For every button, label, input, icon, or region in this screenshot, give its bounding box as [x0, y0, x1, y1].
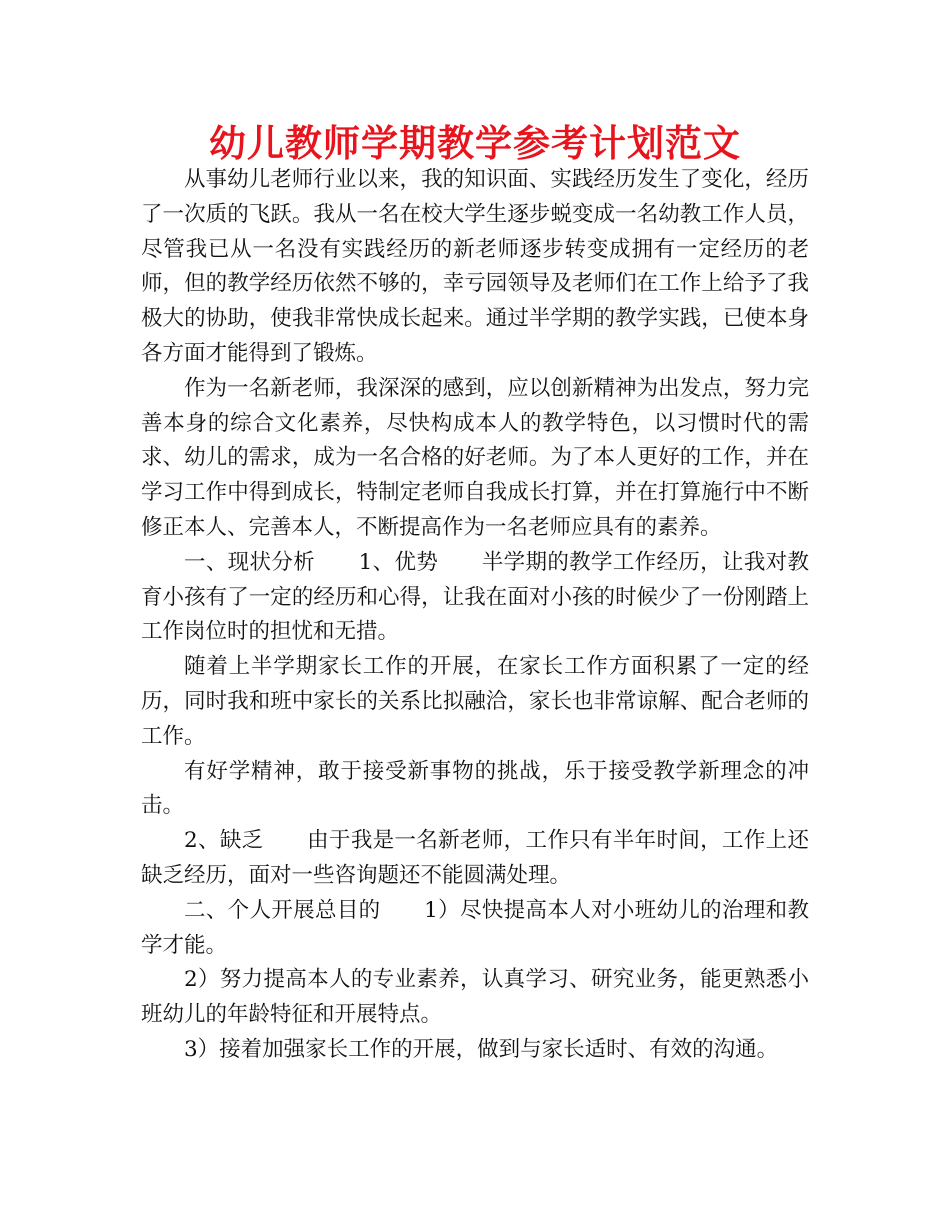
paragraph-parent-work: 随着上半学期家长工作的开展，在家长工作方面积累了一定的经历，同时我和班中家长的关系比拟融洽，家长也非常谅解、配合老师的工作。 — [141, 654, 809, 749]
paragraph-status-strengths: 一、现状分析 1、优势 半学期的教学工作经历，让我对教育小孩有了一定的经历和心得，让我在面对小孩的时候少了一份刚踏上工作岗位时的担忧和无措。 — [141, 549, 809, 645]
paragraph-goal-3: 3）接着加强家长工作的开展，做到与家长适时、有效的沟通。 — [184, 1036, 779, 1062]
paragraph-goal-1: 二、个人开展总目的 1）尽快提高本人对小班幼儿的治理和教学才能。 — [141, 897, 809, 958]
paragraph-learning-spirit: 有好学精神，敢于接受新事物的挑战，乐于接受教学新理念的冲击。 — [141, 758, 809, 819]
paragraph-new-teacher: 作为一名新老师，我深深的感到，应以创新精神为出发点，努力完善本身的综合文化素养，尽快构成本人的教学特色，以习惯时代的需求、幼儿的需求，成为一名合格的好老师。为了本人更好的工作，并在学习工作中得到成长，特制定老师自我成长打算，并在打算施行中不断修正本人、完善本人，不断提高作为一名老师应具有的素养。 — [141, 375, 809, 540]
document-body — [141, 163, 809, 1068]
paragraph-shortcomings: 2、缺乏 由于我是一名新老师，工作只有半年时间，工作上还缺乏经历，面对一些咨询题还不能圆满处理。 — [141, 828, 809, 888]
paragraph-intro: 从事幼儿老师行业以来，我的知识面、实践经历发生了变化，经历了一次质的飞跃。我从一名在校大学生逐步蜕变成一名幼教工作人员，尽管我已从一名没有实践经历的新老师逐步转变成拥有一定经历的老师，但的教学经历依然不够的，幸亏园领导及老师们在工作上给予了我极大的协助，使我非常快成长起来。通过半学期的教学实践，已使本身各方面才能得到了锻炼。 — [141, 167, 809, 366]
paragraph-goal-2: 2）努力提高本人的专业素养，认真学习、研究业务，能更熟悉小班幼儿的年龄特征和开展特点。 — [141, 967, 809, 1028]
document-title: 幼儿教师学期教学参考计划范文 — [209, 121, 741, 165]
